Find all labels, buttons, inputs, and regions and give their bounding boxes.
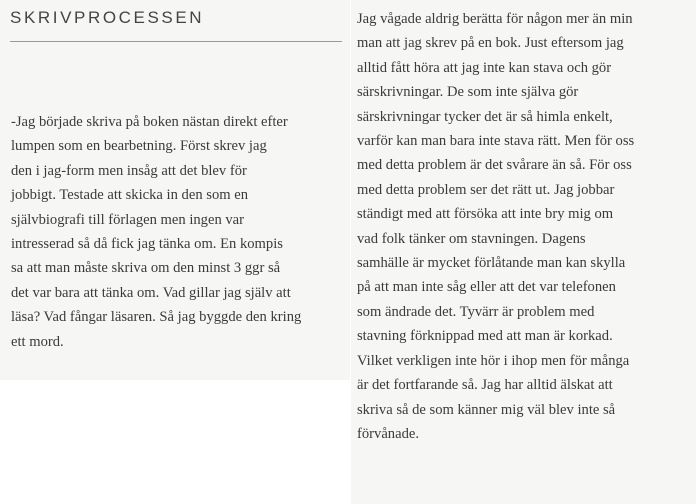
left-column [0,0,350,380]
left-line: intresserad så då fick jag tänka om. En kompis [11,236,283,253]
right-line: förvånade. [357,425,419,442]
right-line: vad folk tänker om stavningen. Dagens [357,230,586,247]
right-line: ständigt med att försöka att inte bry mig om [357,206,614,223]
left-paragraph [11,110,346,354]
left-line: -Jag började skriva på boken nästan direkt efter [11,114,288,130]
right-line: med detta problem är det svårare än så. För oss [357,157,632,174]
left-line: lumpen som en bearbetning. Först skrev jag [11,138,267,155]
right-line: särskrivningar tycker det är så himla enkelt, [357,108,613,125]
right-line: stavning förknippad med att man är korkad. [357,328,613,345]
right-line: på att man inte såg eller att det var telefonen [357,279,616,296]
right-line: varför kan man bara inte stava rätt. Men för oss [357,133,635,150]
right-line: skriva så de som känner mig väl blev inte så [357,401,616,418]
left-line: ett mord. [11,333,64,350]
right-line: alltid fått höra att jag inte kan stava och gör [357,59,612,76]
right-line: är det fortfarande så. Jag har alltid älskat att [357,377,613,394]
heading-divider [10,41,342,42]
right-line: som ändrade det. Tyvärr är problem med [357,303,595,320]
left-line: det var bara att tänka om. Vad gillar jag själv att [11,284,291,301]
left-line: självbiografi till förlagen men ingen var [11,211,245,228]
right-line: Vilket verkligen inte hör i ihop men för många [357,352,630,369]
right-line: med detta problem ser det rätt ut. Jag jobbar [357,181,615,198]
left-line: den i jag-form men insåg att det blev för [11,162,247,179]
right-paragraph [357,7,693,446]
right-line: särskrivningar. De som inte själva gör [357,84,579,101]
right-line: Jag vågade aldrig berätta för någon mer än min [357,11,633,27]
left-line: sa att man måste skriva om den minst 3 ggr så [11,260,281,277]
section-heading: SKRIVPROCESSEN [10,8,205,27]
right-line: man att jag skrev på en bok. Just eftersom jag [357,35,624,52]
right-line: samhälle är mycket förlåtande man kan skylla [357,255,626,272]
left-line: läsa? Vad fångar läsaren. Så jag byggde den kring [11,309,302,326]
right-column [351,0,696,504]
left-line: jobbigt. Testade att skicka in den som en [11,187,249,204]
